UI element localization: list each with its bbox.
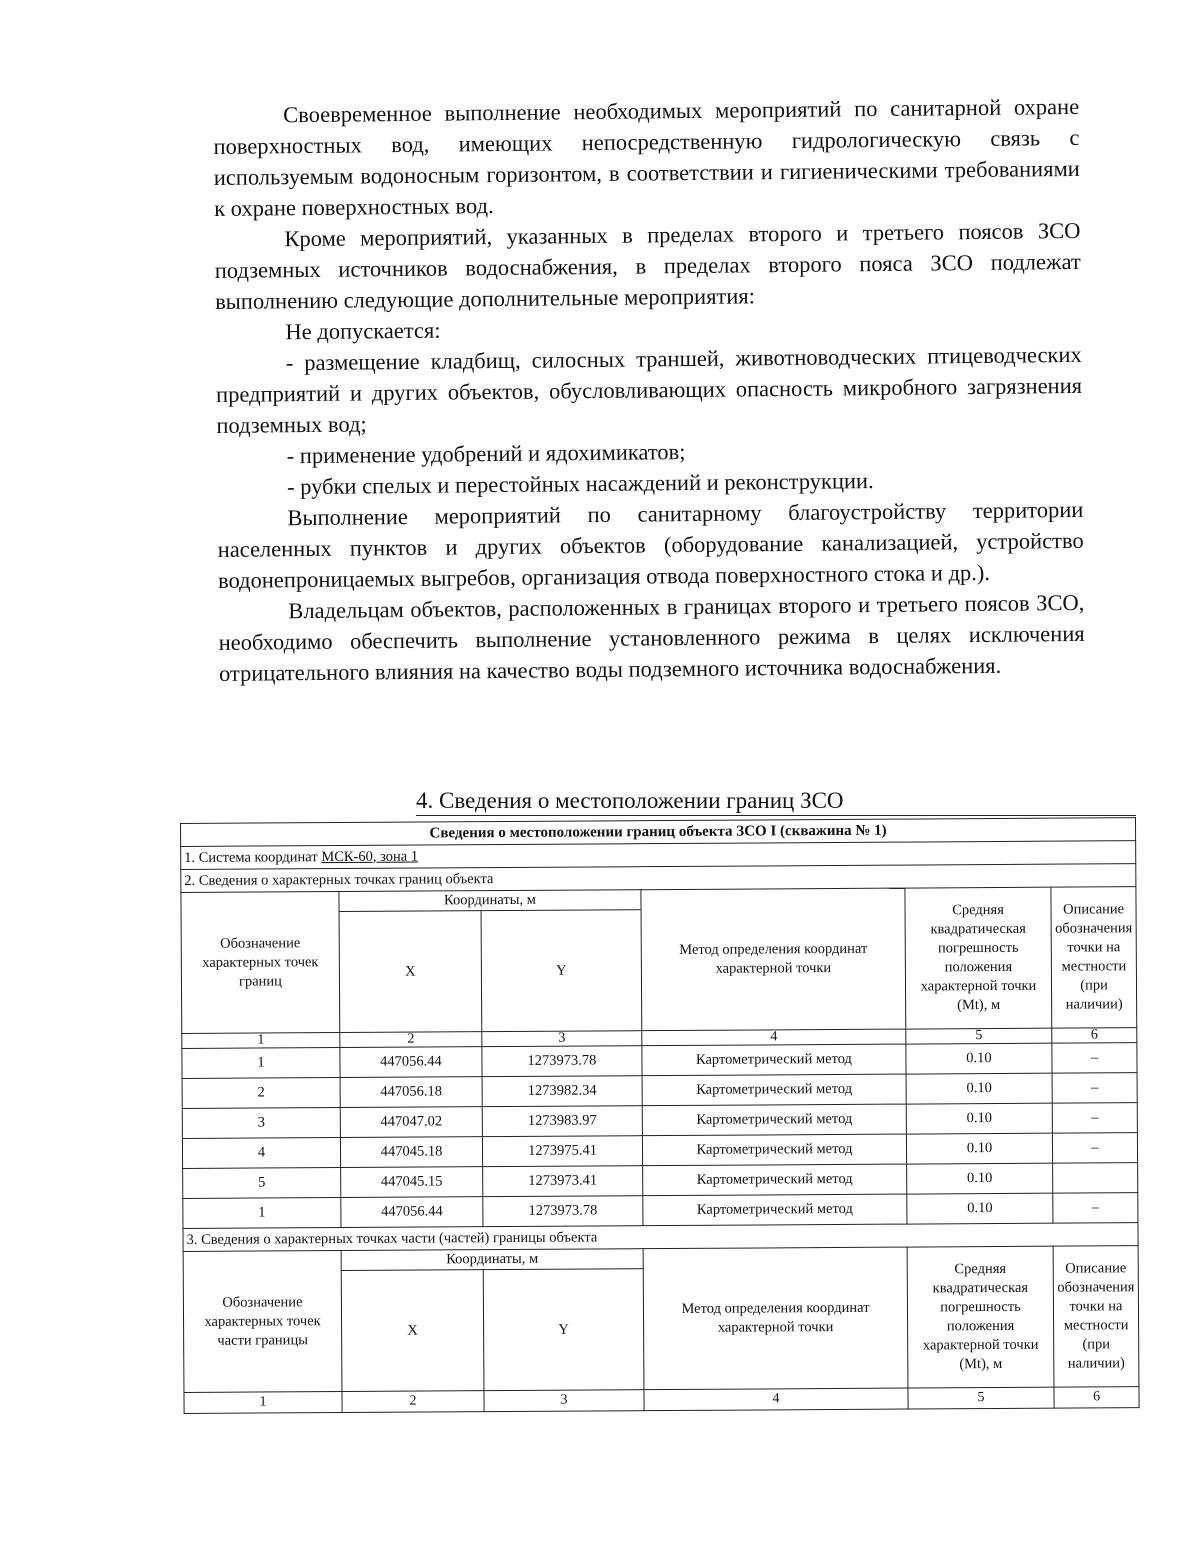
cell-y: 1273973.78 xyxy=(483,1196,643,1227)
column-number: 2 xyxy=(340,1032,482,1048)
cell-error: 0.10 xyxy=(906,1103,1052,1134)
header-error: Средняя квадратическая погрешность положения характерной точки (Mt), м xyxy=(907,1246,1054,1388)
header-method: Метод определения координат характерной точки xyxy=(643,1247,908,1390)
cell-desc xyxy=(1053,1163,1138,1194)
cell-point: 2 xyxy=(182,1078,340,1109)
column-number: 5 xyxy=(906,1028,1052,1044)
header-description: Описание обозначения точки на местности (при наличии) xyxy=(1053,1246,1139,1388)
cell-method: Картометрический метод xyxy=(642,1074,906,1106)
cell-error: 0.10 xyxy=(906,1043,1052,1074)
boundary-table xyxy=(180,817,1140,1414)
cell-desc: – xyxy=(1052,1103,1137,1134)
paragraph: Не допускается: xyxy=(285,317,441,345)
paragraph: Владельцам объектов, расположенных в границах второго и третьего поясов ЗСО, необходимо обеспечить выполнение установленного режима в целях исключения отрицательного влияния на качество воды подземного источника водоснабжения. xyxy=(218,589,1085,686)
cell-y: 1273983.97 xyxy=(482,1106,642,1137)
paragraph: Своевременное выполнение необходимых мероприятий по санитарной охране поверхностных вод, имеющих непосредственную гидрологическую связь с используемым водоносным горизонтом, в соответствии и гигиеническими требованиями к охране поверхностных вод. xyxy=(213,93,1080,221)
section-title: 4. Сведения о местоположении границ ЗСО xyxy=(416,788,1136,816)
cell-x: 447056.18 xyxy=(340,1077,482,1108)
header-point-name: Обозначение характерных точек границ xyxy=(181,892,340,1034)
cell-y: 1273975.41 xyxy=(482,1136,642,1167)
boundary-table-wrapper xyxy=(180,817,1139,1414)
cell-desc: – xyxy=(1052,1133,1137,1164)
list-item: - применение удобрений и ядохимикатов; xyxy=(286,439,686,469)
header-coords: Координаты, м xyxy=(339,890,641,912)
header-description: Описание обозначения точки на местности (при наличии) xyxy=(1051,887,1137,1029)
coord-system-label: 1. Система координат xyxy=(184,848,322,866)
cell-method: Картометрический метод xyxy=(642,1104,906,1136)
cell-method: Картометрический метод xyxy=(643,1164,907,1196)
column-number: 4 xyxy=(642,1029,906,1046)
cell-y: 1273982.34 xyxy=(482,1076,642,1107)
header-y: Y xyxy=(481,910,642,1032)
header-point-name-part: Обозначение характерных точек части границы xyxy=(183,1251,342,1393)
cell-x: 447056.44 xyxy=(341,1197,483,1228)
cell-desc: – xyxy=(1052,1043,1137,1074)
column-number: 2 xyxy=(342,1391,484,1413)
cell-method: Картометрический метод xyxy=(642,1134,906,1166)
section3-title: 3. Сведения о характерных точках части (частей) границы объекта xyxy=(183,1223,1138,1252)
table-caption: Сведения о местоположении границ объекта ЗСО I (скважина № 1) xyxy=(181,818,1136,847)
cell-point: 1 xyxy=(183,1198,341,1229)
cell-point: 1 xyxy=(182,1048,340,1079)
cell-error: 0.10 xyxy=(906,1133,1052,1164)
cell-desc: – xyxy=(1053,1193,1138,1224)
cell-x: 447045.15 xyxy=(341,1167,483,1198)
header-method: Метод определения координат характерной точки xyxy=(641,888,906,1031)
column-number: 3 xyxy=(482,1031,642,1047)
header-coords: Координаты, м xyxy=(341,1249,643,1271)
cell-error: 0.10 xyxy=(907,1163,1053,1194)
cell-x: 447056.44 xyxy=(340,1047,482,1078)
cell-y: 1273973.78 xyxy=(482,1046,642,1077)
cell-desc: – xyxy=(1052,1073,1137,1104)
paragraph: Выполнение мероприятий по санитарному благоустройству территории населенных пунктов и других объектов (оборудование канализацией, устройство водонепроницаемых выгребов, организация отвода поверхностного стока и др.). xyxy=(217,496,1084,593)
list-item: - размещение кладбищ, силосных траншей, животноводческих птицеводческих предприятий и других объектов, обусловливающих опасность микробного загрязнения подземных вод; xyxy=(215,341,1083,438)
header-x: X xyxy=(341,1270,484,1392)
cell-x: 447047.02 xyxy=(340,1107,482,1138)
column-number: 6 xyxy=(1054,1387,1139,1409)
coord-system-value: МСК-60, зона 1 xyxy=(321,848,419,865)
section2-title: 2. Сведения о характерных точках границ объекта xyxy=(181,864,1136,893)
column-number: 3 xyxy=(484,1390,644,1412)
cell-point: 4 xyxy=(182,1138,340,1169)
column-number: 5 xyxy=(908,1387,1054,1409)
cell-point: 5 xyxy=(183,1168,341,1199)
header-x: X xyxy=(339,911,482,1033)
column-number: 4 xyxy=(644,1388,908,1411)
cell-error: 0.10 xyxy=(906,1073,1052,1104)
body-text xyxy=(213,91,1085,689)
list-item: - рубки спелых и перестойных насаждений и реконструкции. xyxy=(286,468,874,500)
column-number: 1 xyxy=(182,1033,340,1049)
cell-method: Картометрический метод xyxy=(643,1194,907,1226)
header-error: Средняя квадратическая погрешность положения характерной точки (Mt), м xyxy=(905,887,1052,1029)
cell-method: Картометрический метод xyxy=(642,1044,906,1076)
column-number: 1 xyxy=(184,1392,342,1414)
cell-error: 0.10 xyxy=(907,1193,1053,1224)
cell-x: 447045.18 xyxy=(340,1137,482,1168)
header-y: Y xyxy=(483,1269,644,1391)
cell-y: 1273973.41 xyxy=(483,1166,643,1197)
column-number: 6 xyxy=(1052,1028,1137,1044)
paragraph: Кроме мероприятий, указанных в пределах второго и третьего поясов ЗСО подземных источников водоснабжения, в пределах второго пояса ЗСО подлежат выполнению следующие дополнительные мероприятия: xyxy=(214,217,1081,314)
cell-point: 3 xyxy=(182,1108,340,1139)
